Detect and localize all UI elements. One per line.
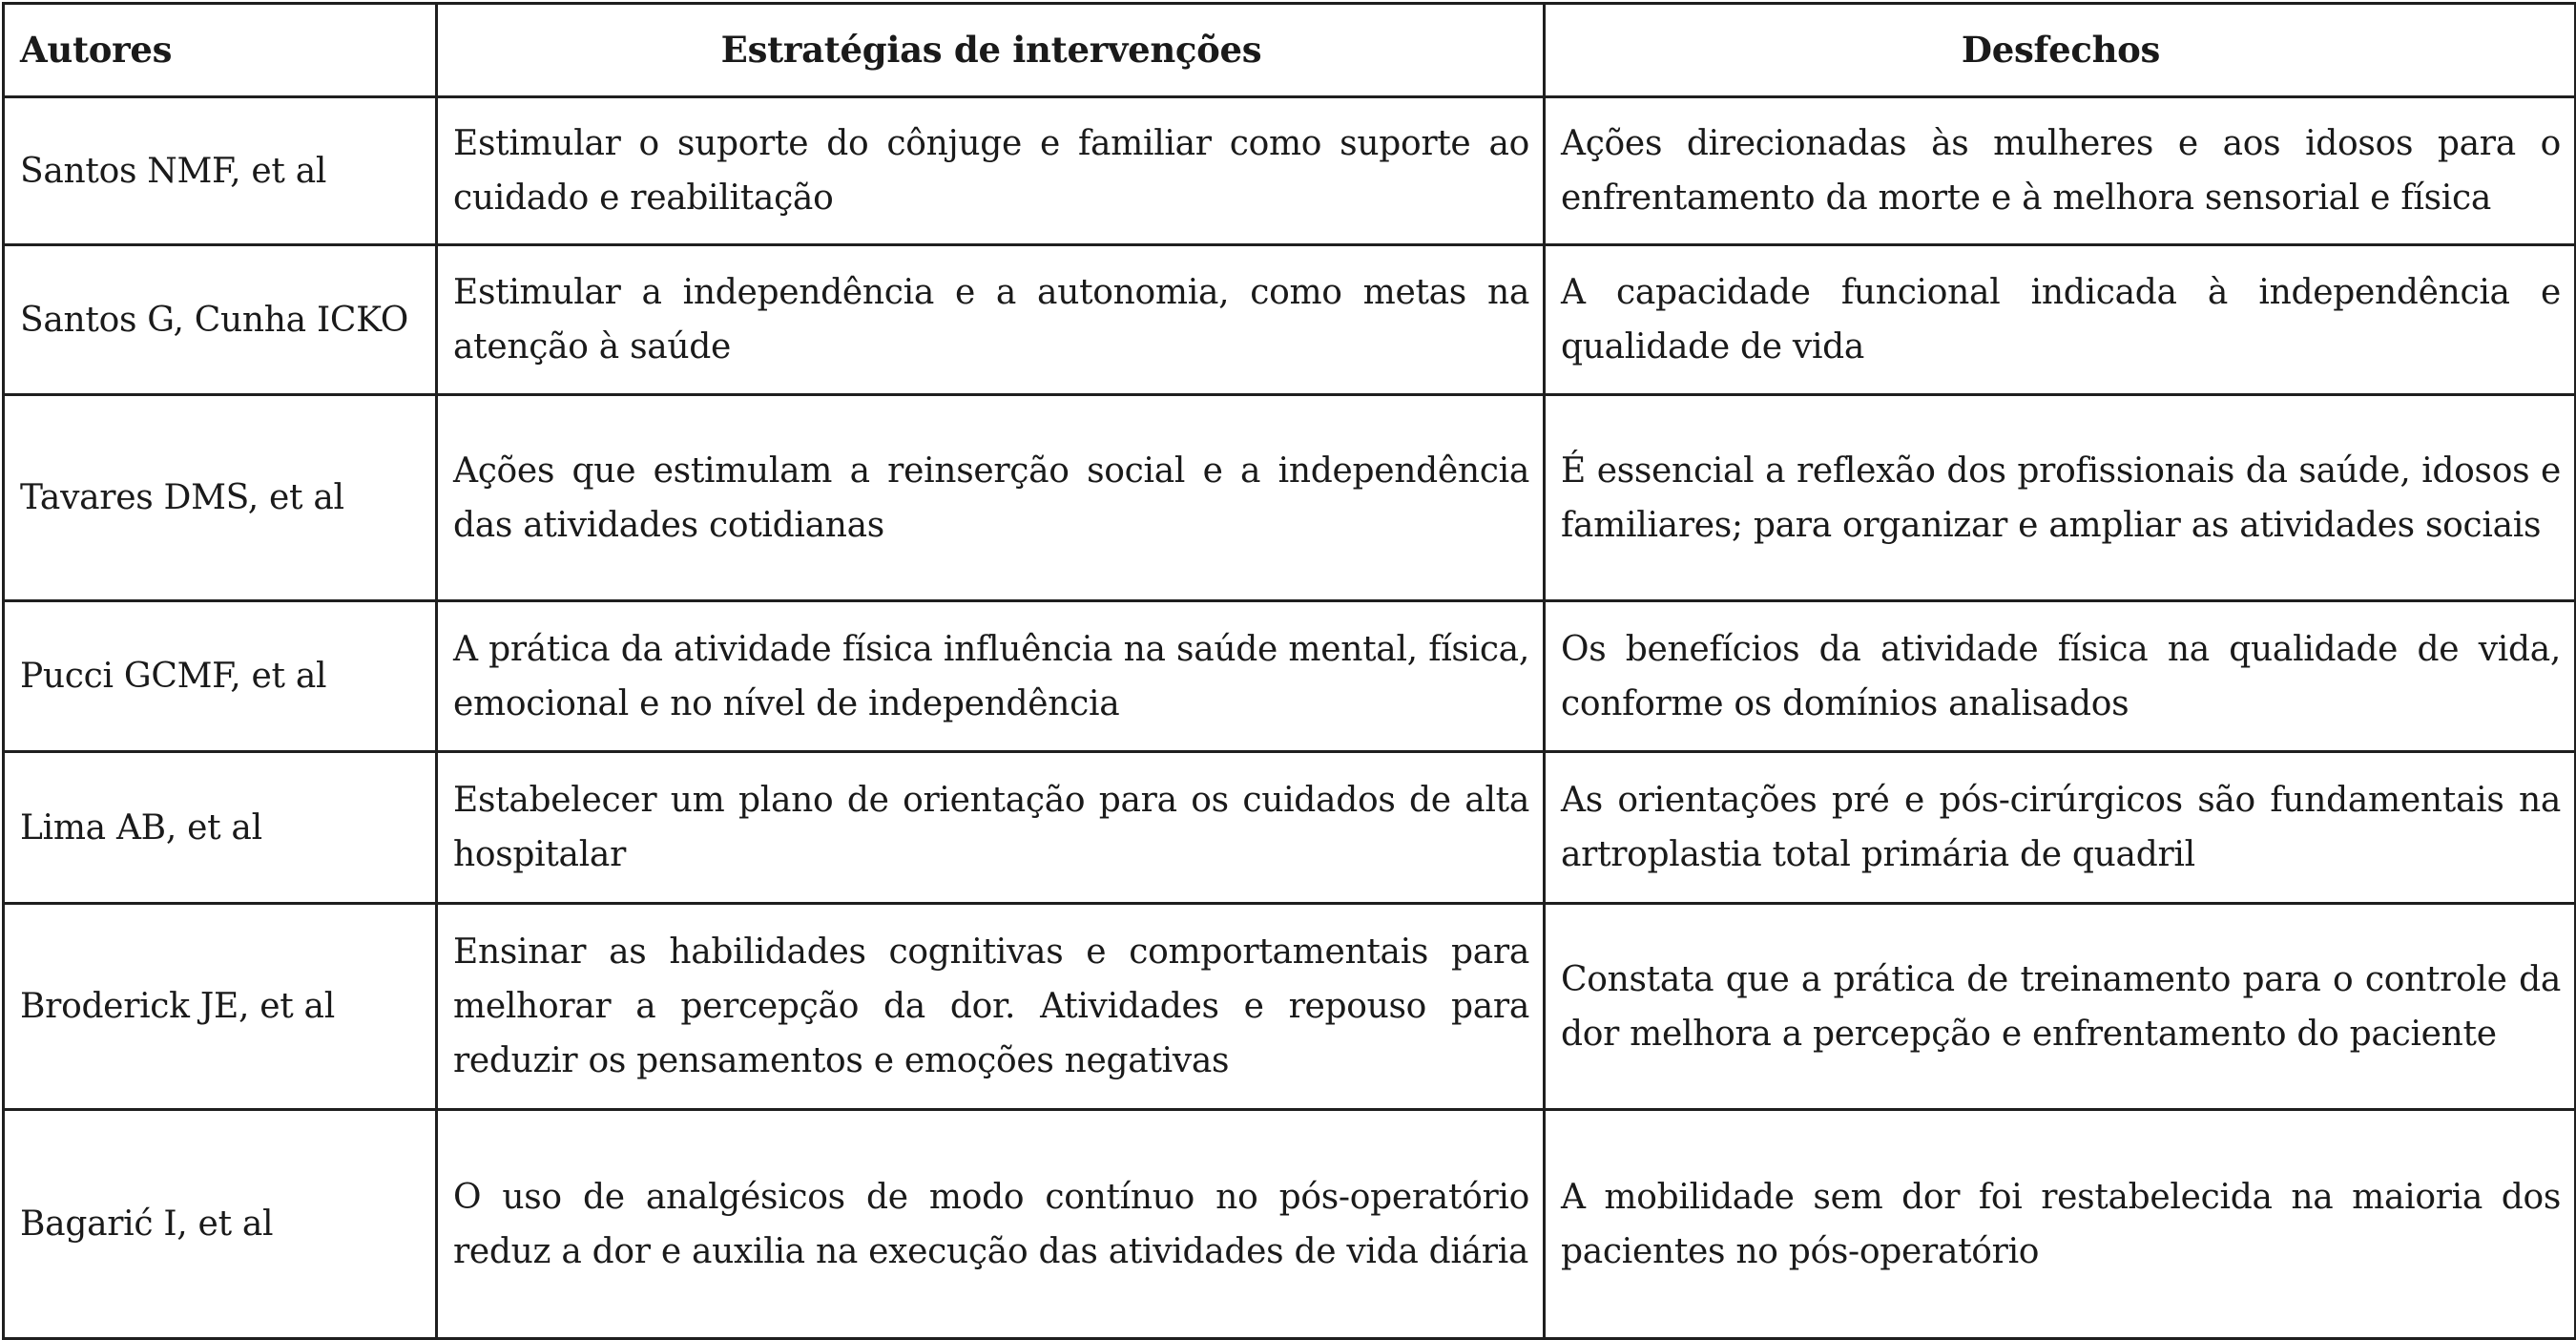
author-cell: Tavares DMS, et al xyxy=(4,395,437,601)
author-cell: Santos NMF, et al xyxy=(4,97,437,245)
outcome-cell: Ações direcionadas às mulheres e aos idosos para o enfrentamento da morte e à melhora sensorial e física xyxy=(1545,97,2576,245)
table-row xyxy=(4,1110,2576,1339)
strategy-cell: Estimular o suporte do cônjuge e familiar como suporte ao cuidado e reabilitação xyxy=(437,97,1545,245)
strategy-cell: Ações que estimulam a reinserção social e a independência das atividades cotidianas xyxy=(437,395,1545,601)
table-row xyxy=(4,395,2576,601)
table-row xyxy=(4,601,2576,752)
table-header xyxy=(4,4,2576,97)
strategy-cell: Ensinar as habilidades cognitivas e comportamentais para melhorar a percepção da dor. Atividades e repouso para reduzir os pensamentos e emoções negativas xyxy=(437,904,1545,1110)
table-row xyxy=(4,97,2576,245)
header-strategies: Estratégias de intervenções xyxy=(437,4,1545,97)
outcome-cell: É essencial a reflexão dos profissionais da saúde, idosos e familiares; para organizar e ampliar as atividades sociais xyxy=(1545,395,2576,601)
author-cell: Santos G, Cunha ICKO xyxy=(4,245,437,395)
table-body xyxy=(4,97,2576,1339)
author-cell: Broderick JE, et al xyxy=(4,904,437,1110)
header-outcomes: Desfechos xyxy=(1545,4,2576,97)
outcome-cell: A capacidade funcional indicada à independência e qualidade de vida xyxy=(1545,245,2576,395)
author-cell: Bagarić I, et al xyxy=(4,1110,437,1339)
interventions-table xyxy=(2,2,2576,1340)
header-row xyxy=(4,4,2576,97)
outcome-cell: A mobilidade sem dor foi restabelecida na maioria dos pacientes no pós-operatório xyxy=(1545,1110,2576,1339)
header-authors: Autores xyxy=(4,4,437,97)
table-row xyxy=(4,245,2576,395)
outcome-cell: Os benefícios da atividade física na qualidade de vida, conforme os domínios analisados xyxy=(1545,601,2576,752)
table-row xyxy=(4,752,2576,904)
strategy-cell: Estimular a independência e a autonomia, como metas na atenção à saúde xyxy=(437,245,1545,395)
author-cell: Pucci GCMF, et al xyxy=(4,601,437,752)
strategy-cell: Estabelecer um plano de orientação para os cuidados de alta hospitalar xyxy=(437,752,1545,904)
outcome-cell: As orientações pré e pós-cirúrgicos são fundamentais na artroplastia total primária de quadril xyxy=(1545,752,2576,904)
author-cell: Lima AB, et al xyxy=(4,752,437,904)
strategy-cell: O uso de analgésicos de modo contínuo no pós-operatório reduz a dor e auxilia na execução das atividades de vida diária xyxy=(437,1110,1545,1339)
table-row xyxy=(4,904,2576,1110)
outcome-cell: Constata que a prática de treinamento para o controle da dor melhora a percepção e enfrentamento do paciente xyxy=(1545,904,2576,1110)
strategy-cell: A prática da atividade física influência na saúde mental, física, emocional e no nível de independência xyxy=(437,601,1545,752)
